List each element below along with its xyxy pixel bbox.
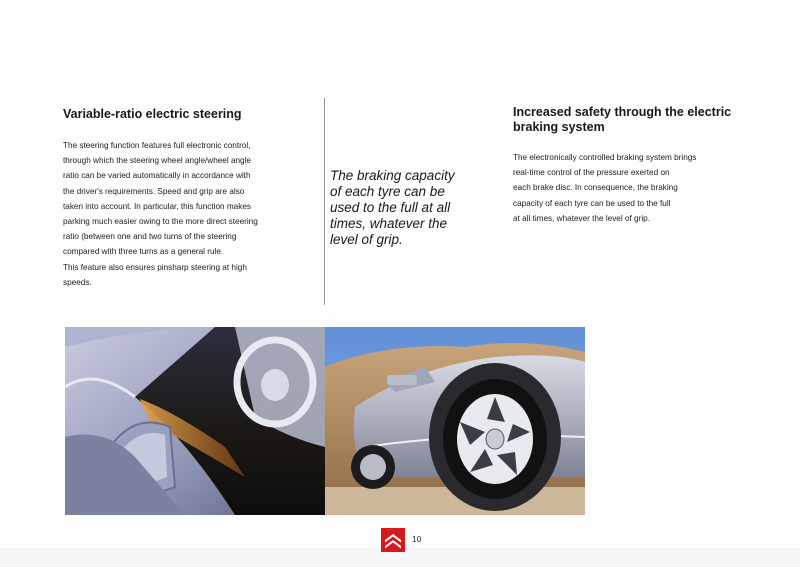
car-wheel-photo [325, 327, 585, 515]
interior-steering-photo [65, 327, 325, 515]
page-number: 10 [412, 534, 422, 544]
steering-body-text: The steering function features full electronic control, through which the steering wheel angle/wheel angle ratio can be varied automatically in accordance with the driver's requirements. Speed and grip are also taken into account. In particular, this function makes parking much easier owing to the more direct steering ratio (between one and two turns of the steering compared with three turns as a general rule. This feature also ensures pinsharp steering at high speeds. [63, 141, 258, 287]
column-divider [324, 98, 325, 305]
braking-heading: Increased safety through the electric braking system [513, 105, 732, 134]
steering-heading: Variable-ratio electric steering [63, 107, 242, 121]
braking-body-text: The electronically controlled braking system brings real-time control of the pressure exerted on each brake disc. In consequence, the braking capacity of each tyre can be used to the full at all times, whatever the level of grip. [513, 153, 697, 223]
pull-quote: The braking capacity of each tyre can be used to the full at all times, whatever the level of grip. [330, 168, 455, 247]
chevron-icon [381, 528, 405, 552]
citroen-logo [381, 528, 405, 552]
